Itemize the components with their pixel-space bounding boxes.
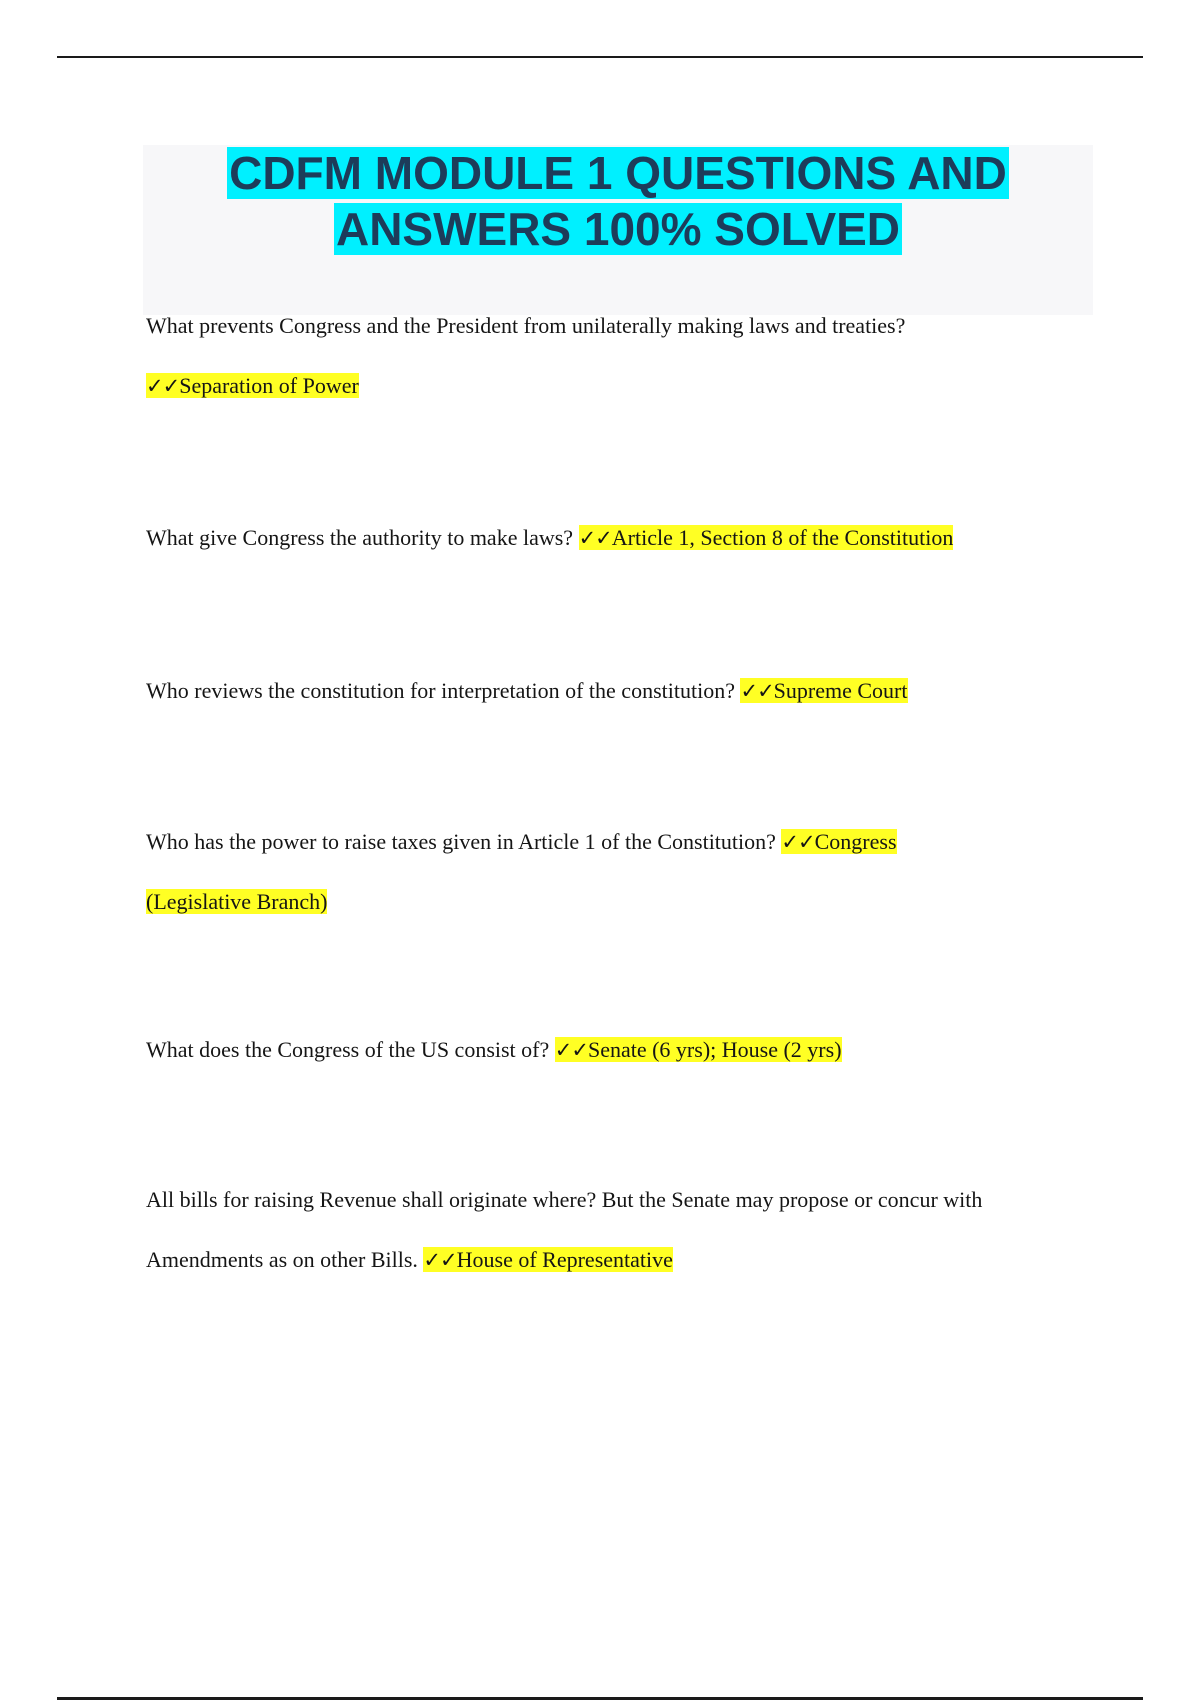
header-rule	[57, 56, 1143, 58]
title-line-2: ANSWERS 100% SOLVED	[335, 203, 901, 255]
answer-highlight	[740, 678, 907, 703]
answer-text: Article 1, Section 8 of the Constitution	[611, 525, 954, 550]
qa-item-2	[146, 508, 1106, 568]
qa-item-1	[146, 296, 1106, 416]
title-block	[143, 145, 1093, 315]
double-check-icon: ✓✓	[578, 526, 612, 550]
question-text: Who has the power to raise taxes given in Article 1 of the Constitution?	[146, 829, 782, 854]
document-title	[143, 145, 1093, 257]
answer-highlight	[555, 1037, 842, 1062]
answer-text: Separation of Power	[179, 373, 359, 398]
answer-text: Supreme Court	[773, 678, 908, 703]
title-line-1: CDFM MODULE 1 QUESTIONS AND	[229, 147, 1007, 199]
question-text: What give Congress the authority to make laws?	[146, 525, 579, 550]
answer-text: Congress (Legislative Branch)	[146, 829, 897, 914]
qa-item-3	[146, 661, 1106, 721]
qa-item-4	[146, 812, 1006, 932]
double-check-icon: ✓✓	[740, 679, 774, 703]
double-check-icon: ✓✓	[781, 830, 815, 854]
question-text: What does the Congress of the US consist of?	[146, 1037, 555, 1062]
answer-text: Senate (6 yrs); House (2 yrs)	[587, 1037, 842, 1062]
qa-item-6	[146, 1170, 1091, 1290]
question-text: Who reviews the constitution for interpretation of the constitution?	[146, 678, 741, 703]
qa-item-5	[146, 1020, 1106, 1080]
answer-highlight	[579, 525, 954, 550]
answer-highlight	[423, 1247, 672, 1272]
double-check-icon: ✓✓	[554, 1038, 588, 1062]
answer-highlight	[146, 373, 359, 398]
double-check-icon: ✓✓	[423, 1248, 457, 1272]
answer-text: House of Representative	[456, 1247, 673, 1272]
question-text: All bills for raising Revenue shall originate where? But the Senate may propose or concur with Amendments as on other Bills.	[146, 1187, 983, 1272]
double-check-icon: ✓✓	[146, 374, 180, 398]
question-text: What prevents Congress and the President from unilaterally making laws and treaties?	[146, 313, 906, 338]
